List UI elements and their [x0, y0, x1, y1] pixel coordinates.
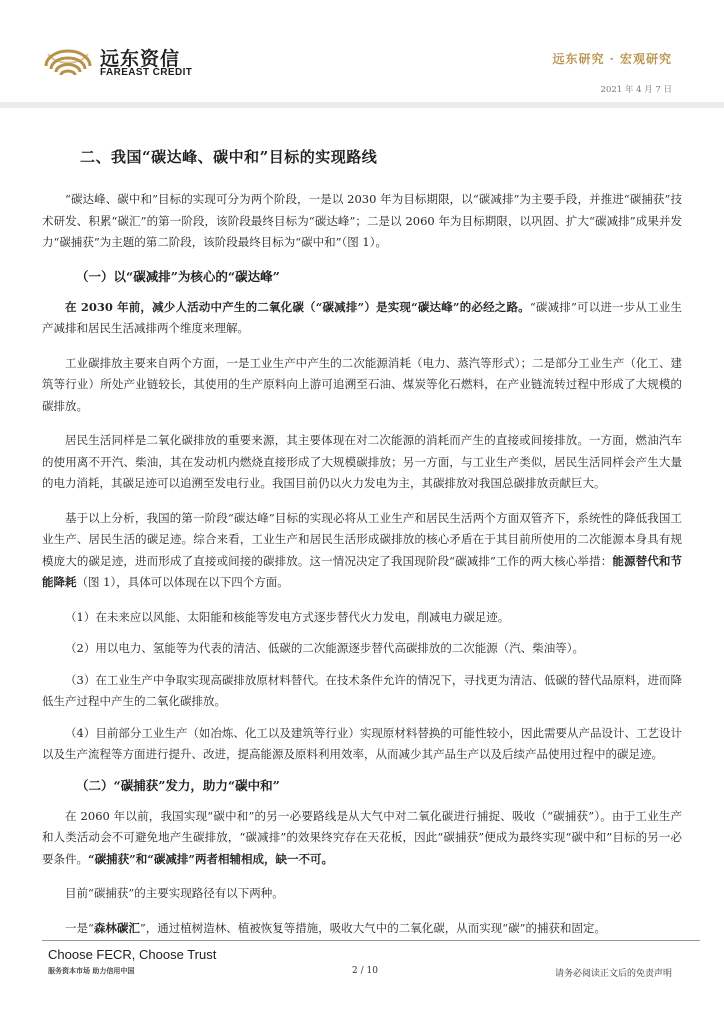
page-number: 2 / 10	[352, 966, 378, 976]
measure-item-2: （2）用以电力、氢能等为代表的清洁、低碳的二次能源逐步替代高碳排放的二次能源（汽、柴油等）。	[65, 641, 585, 655]
subsection-2-para-1-bold: “碳捕获”和“碳减排”两者相辅相成，缺一不可。	[88, 851, 333, 866]
page-content	[42, 146, 682, 952]
subsection-2-para-3	[42, 918, 682, 940]
footer-divider	[42, 940, 700, 941]
measure-item-1: （1）在未来应以风能、太阳能和核能等发电方式逐步替代火力发电，削减电力碳足迹。	[65, 609, 510, 624]
header-divider	[0, 102, 724, 108]
subsection-1-para-4-bold: 能源替代和节能降耗	[42, 553, 683, 589]
subsection-2-para-3-bold: 森林碳汇	[93, 920, 140, 935]
fareast-credit-logo-icon	[42, 40, 94, 80]
section-title: 二、我国“碳达峰、碳中和”目标的实现路线	[80, 148, 378, 166]
brand-name-en: FAREAST CREDIT	[100, 67, 193, 78]
subsection-1-para-1-rest: “碳减排”可以进一步从工业生产减排和居民生活减排两个维度来理解。	[42, 299, 682, 335]
measure-item-3: （3）在工业生产中争取实现高碳排放原材料替代。在技术条件允许的情况下，寻找更为清洁、低碳的替代品原料，进而降低生产过程中产生的二氧化碳排放。	[42, 672, 682, 708]
section-intro: “碳达峰、碳中和”目标的实现可分为两个阶段，一是以 2030 年为目标期限，以“碳减排”为主要手段，并推进“碳捕获”技术研发、积累“碳汇”的第一阶段，该阶段最终目标为“碳达峰”；二是以 2060 年为目标期限，以巩固、扩大“碳减排”成果并发力“碳捕获”为主题的第二阶段，该阶段最终目标为“碳中和”（图 1）。	[42, 192, 682, 249]
subsection-1-para-4-end: （图 1），具体可以体现在以下四个方面。	[76, 575, 289, 589]
subsection-2-para-3-end: ”，通过植树造林、植被恢复等措施，吸收大气中的二氧化碳，从而实现“碳”的捕获和固定。	[139, 920, 607, 935]
subsection-1-para-1	[42, 297, 682, 340]
subsection-1-para-4-start: 基于以上分析，我国的第一阶段“碳达峰”目标的实现必将从工业生产和居民生活两个方面双管齐下，系统性的降低我国工业生产、居民生活的碳足迹。综合来看，工业生产和居民生活形成碳排放的核心矛盾在于其目前所使用的二次能源本身具有规模庞大的碳足迹，进而形成了直接或间接的碳排放。这一情况决定了我国现阶段“碳减排”工作的两大核心举措：	[42, 510, 682, 568]
subsection-1-para-3: 居民生活同样是二氧化碳排放的重要来源，其主要体现在对二次能源的消耗而产生的直接或间接排放。一方面，燃油汽车的使用离不开汽、柴油，其在发动机内燃烧直接形成了大规模碳排放；另一方面，与工业生产类似，居民生活同样会产生大量的电力消耗，其碳足迹可以追溯至发电行业。我国目前仍以火力发电为主，其碳排放对我国总碳排放贡献巨大。	[42, 433, 682, 490]
footer-tagline: 服务资本市场 助力信用中国	[48, 967, 135, 975]
subsection-1-para-1-bold: 在 2030 年前，减少人活动中产生的二氧化碳（“碳减排”）是实现“碳达峰”的必经之路。	[65, 299, 530, 314]
report-category: 远东研究 · 宏观研究	[552, 52, 672, 66]
subsection-1-para-2: 工业碳排放主要来自两个方面，一是工业生产中产生的二次能源消耗（电力、蒸汽等形式）；二是部分工业生产（化工、建筑等行业）所处产业链较长，其使用的生产原料向上游可追溯至石油、煤炭等化石燃料，在产业链流转过程中形成了大规模的碳排放。	[42, 355, 682, 413]
subsection-2-para-3-start: 一是“	[65, 920, 94, 935]
brand-name-cn: 远东资信	[100, 48, 181, 70]
measure-item-4: （4）目前部分工业生产（如冶炼、化工以及建筑等行业）实现原材料替换的可能性较小，因此需要从产品设计、工艺设计以及生产流程等方面进行提升、改进，提高能源及原料利用效率，从而减少其产品生产以及后续产品使用过程中的碳足迹。	[42, 725, 682, 761]
report-date: 2021 年 4 月 7 日	[600, 85, 672, 95]
subsection-2-title: （二）“碳捕获”发力，助力“碳中和”	[76, 777, 280, 793]
footer-disclaimer: 请务必阅读正文后的免责声明	[554, 969, 672, 979]
footer-slogan: Choose FECR, Choose Trust	[48, 947, 217, 962]
subsection-2-para-2: 目前“碳捕获”的主要实现路径有以下两种。	[65, 886, 284, 900]
subsection-2-para-1-start: 在 2060 年以前，我国实现“碳中和”的另一必要路线是从大气中对二氧化碳进行捕捉、吸收（“碳捕获”）。由于工业生产和人类活动会不可避免地产生碳排放，“碳减排”的效果终究存在天花板，因此“碳捕获”便成为最终实现“碳中和”目标的另一必要条件。	[42, 808, 682, 866]
subsection-2-para-1	[42, 806, 682, 871]
page-header	[0, 0, 724, 110]
subsection-1-para-4	[42, 508, 682, 594]
subsection-1-title: （一）以“碳减排”为核心的“碳达峰”	[76, 268, 280, 284]
